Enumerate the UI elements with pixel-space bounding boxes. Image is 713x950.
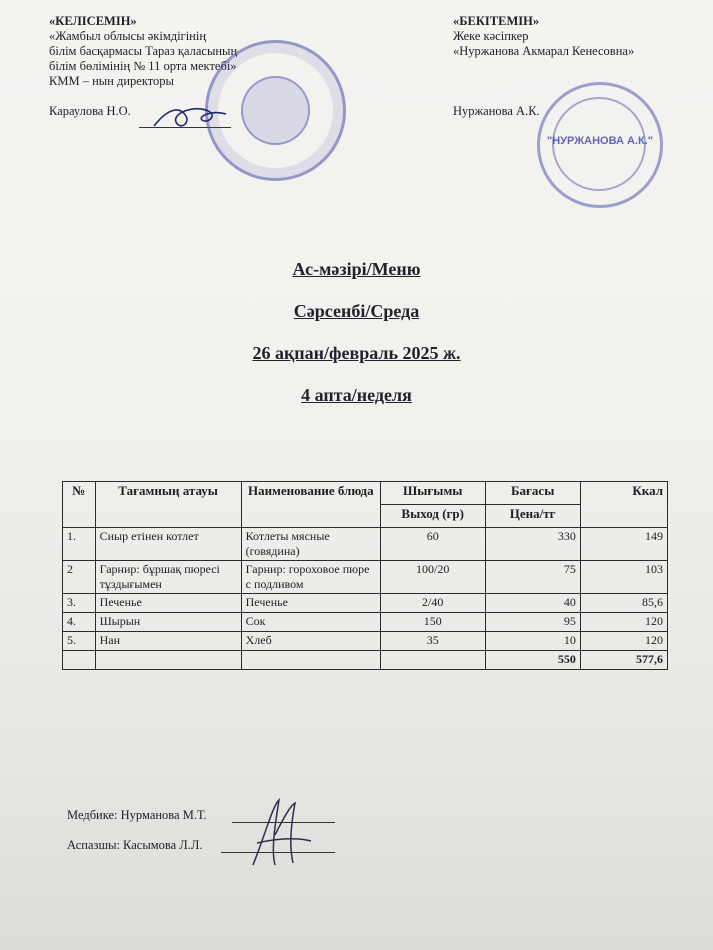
header-name-kz: Тағамның атауы — [95, 482, 241, 528]
approve-left-line2: білім басқармасы Тараз қаласының — [49, 44, 238, 58]
cell-name-ru: Хлеб — [241, 632, 380, 651]
cell-output: 100/20 — [380, 561, 485, 594]
cell-num: 3. — [63, 594, 96, 613]
table-row — [63, 528, 668, 561]
cook-signature-line: Аспазшы: Касымова Л.Л. — [67, 838, 203, 852]
cell-name-kz: Гарнир: бұршақ пюресі тұздығымен — [95, 561, 241, 594]
header-price-kz: Бағасы — [485, 482, 580, 505]
cell-output: 150 — [380, 613, 485, 632]
cell-kcal: 120 — [580, 632, 667, 651]
cell-name-kz: Нан — [95, 632, 241, 651]
cell-output: 60 — [380, 528, 485, 561]
total-kcal: 577,6 — [580, 651, 667, 670]
table-header-row — [63, 482, 668, 505]
approve-left-line1: «Жамбыл облысы әкімдігінің — [49, 29, 207, 43]
cell-num: 2 — [63, 561, 96, 594]
date-title: 26 ақпан/февраль 2025 ж. — [252, 343, 461, 363]
cell-name-ru: Гарнир: гороховое пюре с подливом — [241, 561, 380, 594]
cell-empty — [241, 651, 380, 670]
header-price-ru: Цена/тг — [485, 505, 580, 528]
cell-price: 330 — [485, 528, 580, 561]
cell-name-ru: Сок — [241, 613, 380, 632]
header-num: № — [63, 482, 96, 528]
cell-name-kz: Сиыр етінен котлет — [95, 528, 241, 561]
cell-price: 95 — [485, 613, 580, 632]
cell-price: 40 — [485, 594, 580, 613]
cell-name-kz: Шырын — [95, 613, 241, 632]
cell-output: 35 — [380, 632, 485, 651]
cook-signature — [245, 795, 315, 870]
cell-num: 5. — [63, 632, 96, 651]
cell-empty — [63, 651, 96, 670]
week-title: 4 апта/неделя — [301, 385, 412, 405]
cell-empty — [380, 651, 485, 670]
approve-left-signer: Караулова Н.О. — [49, 104, 131, 118]
table-row — [63, 561, 668, 594]
cell-name-ru: Печенье — [241, 594, 380, 613]
menu-title: Ас-мәзірі/Меню — [292, 259, 421, 279]
cell-num: 1. — [63, 528, 96, 561]
director-signature — [150, 102, 230, 134]
cell-name-kz: Печенье — [95, 594, 241, 613]
cell-kcal: 103 — [580, 561, 667, 594]
table-row — [63, 632, 668, 651]
seal-name-text: "НУРЖАНОВА А.К." — [547, 135, 653, 147]
header-output-ru: Выход (гр) — [380, 505, 485, 528]
approve-left-line3: білім бөлімінің № 11 орта мектебі» — [49, 59, 237, 73]
table-row — [63, 613, 668, 632]
table-row — [63, 594, 668, 613]
cell-empty — [95, 651, 241, 670]
approve-right-line1: Жеке кәсіпкер — [453, 29, 529, 43]
total-price: 550 — [485, 651, 580, 670]
header-output-kz: Шығымы — [380, 482, 485, 505]
cell-kcal: 85,6 — [580, 594, 667, 613]
cell-num: 4. — [63, 613, 96, 632]
round-seal-right — [537, 82, 663, 208]
nurse-signature-line: Медбике: Нурманова М.Т. — [67, 808, 207, 822]
header-kcal: Ккал — [580, 482, 667, 528]
cell-kcal: 149 — [580, 528, 667, 561]
approve-right-signer: Нуржанова А.К. — [453, 104, 540, 118]
state-emblem-icon — [241, 76, 310, 145]
table-total-row — [63, 651, 668, 670]
approve-left-line4: КММ – нын директоры — [49, 74, 174, 88]
day-title: Сәрсенбі/Среда — [293, 301, 420, 321]
header-name-ru: Наименование блюда — [241, 482, 380, 528]
menu-table — [62, 481, 668, 670]
cell-name-ru: Котлеты мясные (говядина) — [241, 528, 380, 561]
cell-output: 2/40 — [380, 594, 485, 613]
cell-price: 75 — [485, 561, 580, 594]
approve-heading-left: «КЕЛІСЕМІН» — [49, 14, 137, 28]
cell-price: 10 — [485, 632, 580, 651]
approve-heading-right: «БЕКІТЕМІН» — [453, 14, 540, 28]
approve-right-line2: «Нуржанова Акмарал Кенесовна» — [453, 44, 635, 58]
cell-kcal: 120 — [580, 613, 667, 632]
